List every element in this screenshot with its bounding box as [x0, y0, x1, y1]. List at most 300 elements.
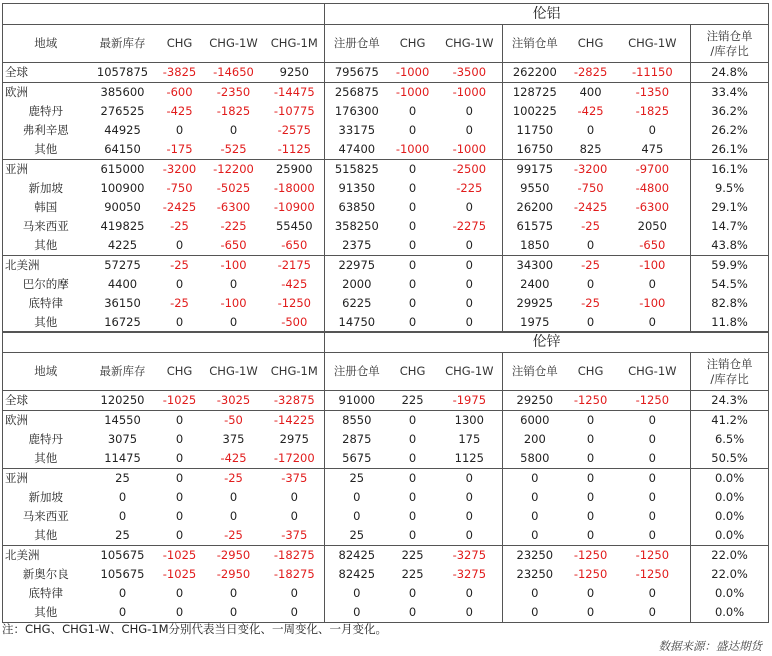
- aluminum-row: [3, 217, 769, 236]
- value-cell: 0: [648, 528, 656, 542]
- value-cell: -1125: [277, 142, 311, 156]
- value-cell: 0: [586, 277, 595, 291]
- value-cell: -225: [220, 219, 247, 233]
- value-cell: -25: [170, 219, 189, 233]
- value-cell: -1250: [573, 567, 608, 581]
- header-cancel-chg: CHG: [567, 353, 615, 391]
- value-cell: 44925: [104, 123, 141, 137]
- value-cell: 0: [648, 586, 656, 600]
- value-cell: -1250: [615, 546, 691, 566]
- value-cell: 2875: [325, 430, 389, 449]
- value-cell: 0: [465, 586, 473, 600]
- value-cell: 25900: [265, 160, 325, 180]
- value-cell: 795675: [325, 63, 389, 83]
- value-cell: -14650: [203, 63, 265, 83]
- zinc-row: [3, 507, 769, 526]
- value-cell: 0: [389, 603, 437, 623]
- value-cell: 23250: [503, 565, 567, 584]
- value-cell: 0: [157, 313, 203, 333]
- aluminum-row: [3, 63, 769, 83]
- value-cell: -10900: [273, 200, 315, 214]
- value-cell: 33175: [325, 121, 389, 140]
- region-name: 底特律: [3, 294, 89, 313]
- value-cell: 6225: [325, 294, 389, 313]
- value-cell: 25: [89, 469, 157, 489]
- value-cell: -25: [224, 528, 243, 542]
- value-cell: 11.8%: [691, 313, 769, 333]
- value-cell: 57275: [89, 256, 157, 276]
- value-cell: 0: [203, 603, 265, 623]
- value-cell: 475: [641, 142, 664, 156]
- value-cell: 0: [408, 490, 417, 504]
- value-cell: 0: [567, 411, 615, 431]
- value-cell: 0: [465, 490, 473, 504]
- value-cell: 0: [586, 432, 595, 446]
- region-name: 欧洲: [3, 83, 89, 103]
- value-cell: 90050: [104, 200, 141, 214]
- header-stock: 最新库存: [89, 353, 157, 391]
- value-cell: 0: [175, 528, 184, 542]
- value-cell: 0: [175, 451, 184, 465]
- region-name: 新加坡: [3, 179, 89, 198]
- value-cell: 9550: [503, 179, 567, 198]
- value-cell: 0: [615, 603, 691, 623]
- value-cell: 33.4%: [691, 83, 769, 103]
- zinc-row: [3, 603, 769, 623]
- region-name: 其他: [3, 449, 89, 469]
- value-cell: 6000: [503, 411, 567, 431]
- region-name: 鹿特丹: [3, 102, 89, 121]
- region-name: 其他: [3, 526, 89, 546]
- header-chg: CHG: [157, 353, 203, 391]
- value-cell: 16.1%: [691, 160, 769, 180]
- value-cell: 59.9%: [691, 256, 769, 276]
- value-cell: 0: [408, 200, 417, 214]
- value-cell: 14.7%: [691, 217, 769, 236]
- value-cell: 36150: [104, 296, 141, 310]
- value-cell: 25: [115, 528, 130, 542]
- value-cell: 0: [465, 123, 473, 137]
- value-cell: 0.0%: [691, 526, 769, 546]
- value-cell: 29250: [503, 391, 567, 411]
- value-cell: 0: [118, 490, 127, 504]
- value-cell: -10775: [273, 104, 315, 118]
- value-cell: 14750: [325, 313, 389, 333]
- region-name: 亚洲: [3, 469, 89, 489]
- value-cell: 5800: [503, 449, 567, 469]
- region-name: 亚洲: [3, 160, 89, 180]
- value-cell: -3200: [567, 160, 615, 180]
- value-cell: 0: [175, 509, 184, 523]
- value-cell: 14550: [89, 411, 157, 431]
- value-cell: 0: [465, 200, 473, 214]
- value-cell: 0: [648, 277, 656, 291]
- value-cell: 0: [503, 584, 567, 603]
- value-cell: -25: [567, 256, 615, 276]
- value-cell: -750: [577, 181, 604, 195]
- value-cell: 29925: [503, 294, 567, 313]
- value-cell: 120250: [89, 391, 157, 411]
- value-cell: -1250: [567, 546, 615, 566]
- value-cell: 47400: [325, 140, 389, 160]
- aluminum-row: [3, 256, 769, 276]
- region-name: 其他: [3, 313, 89, 333]
- value-cell: 385600: [89, 83, 157, 103]
- header-region: 地域: [3, 25, 89, 63]
- value-cell: 34300: [503, 256, 567, 276]
- value-cell: 0: [408, 277, 417, 291]
- value-cell: 54.5%: [691, 275, 769, 294]
- value-cell: -375: [265, 469, 325, 489]
- value-cell: -18275: [265, 546, 325, 566]
- value-cell: -525: [220, 142, 247, 156]
- value-cell: 0: [408, 432, 417, 446]
- value-cell: 0: [648, 451, 656, 465]
- value-cell: -2275: [452, 219, 487, 233]
- header-warrant-chg: CHG: [389, 353, 437, 391]
- value-cell: -425: [281, 277, 308, 291]
- value-cell: -2825: [567, 63, 615, 83]
- region-name: 欧洲: [3, 411, 89, 431]
- value-cell: 2050: [637, 219, 667, 233]
- value-cell: 26.1%: [691, 140, 769, 160]
- value-cell: -3275: [452, 567, 487, 581]
- value-cell: 175: [458, 432, 481, 446]
- value-cell: -650: [220, 238, 247, 252]
- value-cell: 9250: [265, 63, 325, 83]
- value-cell: 0: [408, 123, 417, 137]
- value-cell: -100: [639, 296, 666, 310]
- value-cell: -3275: [437, 546, 503, 566]
- zinc-row: [3, 565, 769, 584]
- value-cell: -25: [170, 296, 189, 310]
- value-cell: 358250: [325, 217, 389, 236]
- value-cell: 0: [408, 296, 417, 310]
- header-ratio-line1: 注销仓单: [706, 356, 753, 371]
- value-cell: -18000: [273, 181, 315, 195]
- region-name: 弗利辛恩: [3, 121, 89, 140]
- header-chg1m: CHG-1M: [265, 25, 325, 63]
- region-name: 北美洲: [3, 546, 89, 566]
- value-cell: 2400: [503, 275, 567, 294]
- value-cell: 0: [567, 469, 615, 489]
- value-cell: 24.8%: [691, 63, 769, 83]
- value-cell: 82.8%: [691, 294, 769, 313]
- value-cell: -2950: [203, 546, 265, 566]
- region-name: 底特律: [3, 584, 89, 603]
- region-name: 韩国: [3, 198, 89, 217]
- value-cell: 0: [567, 603, 615, 623]
- value-cell: 0.0%: [691, 469, 769, 489]
- value-cell: -2500: [437, 160, 503, 180]
- value-cell: 419825: [100, 219, 145, 233]
- value-cell: -50: [203, 411, 265, 431]
- zinc-row: [3, 411, 769, 431]
- value-cell: -100: [615, 256, 691, 276]
- value-cell: 0: [503, 526, 567, 546]
- value-cell: 0: [229, 490, 238, 504]
- value-cell: 375: [222, 432, 245, 446]
- value-cell: -9700: [615, 160, 691, 180]
- value-cell: 0: [615, 411, 691, 431]
- value-cell: -175: [166, 142, 193, 156]
- value-cell: -25: [581, 219, 600, 233]
- value-cell: -32875: [265, 391, 325, 411]
- value-cell: -1975: [437, 391, 503, 411]
- value-cell: -2950: [216, 567, 251, 581]
- region-name: 全球: [3, 391, 89, 411]
- value-cell: -3500: [437, 63, 503, 83]
- value-cell: 0: [648, 509, 656, 523]
- value-cell: 0: [567, 313, 615, 333]
- zinc-row: [3, 391, 769, 411]
- value-cell: 0: [465, 277, 473, 291]
- value-cell: 0: [229, 277, 238, 291]
- value-cell: 25: [325, 469, 389, 489]
- header-warrant: 注册仓单: [325, 353, 389, 391]
- value-cell: 29.1%: [691, 198, 769, 217]
- value-cell: 50.5%: [691, 449, 769, 469]
- aluminum-title: 伦铝: [325, 4, 769, 25]
- value-cell: 0: [157, 411, 203, 431]
- region-name: 巴尔的摩: [3, 275, 89, 294]
- aluminum-row: [3, 313, 769, 333]
- value-cell: -1000: [395, 142, 430, 156]
- value-cell: 128725: [503, 83, 567, 103]
- header-cancel-chg: CHG: [567, 25, 615, 63]
- value-cell: 515825: [325, 160, 389, 180]
- header-chg1w: CHG-1W: [203, 25, 265, 63]
- value-cell: 0: [648, 432, 656, 446]
- value-cell: -1250: [615, 391, 691, 411]
- value-cell: 0: [465, 528, 473, 542]
- value-cell: 0: [503, 603, 567, 623]
- value-cell: 105675: [89, 546, 157, 566]
- value-cell: 26.2%: [691, 121, 769, 140]
- value-cell: 1850: [503, 236, 567, 256]
- value-cell: 25: [325, 526, 389, 546]
- value-cell: 55450: [275, 219, 313, 233]
- header-cancel-chg1w: CHG-1W: [615, 25, 691, 63]
- zinc-table: [2, 331, 769, 623]
- value-cell: -1000: [389, 63, 437, 83]
- value-cell: -2425: [573, 200, 608, 214]
- value-cell: -12200: [203, 160, 265, 180]
- region-name: 新奥尔良: [3, 565, 89, 584]
- value-cell: 0: [389, 256, 437, 276]
- zinc-title-row: [3, 332, 769, 353]
- region-name: 其他: [3, 603, 89, 623]
- value-cell: -14225: [265, 411, 325, 431]
- value-cell: 43.8%: [691, 236, 769, 256]
- value-cell: 82425: [325, 565, 389, 584]
- value-cell: 0: [465, 104, 473, 118]
- value-cell: -1250: [635, 567, 670, 581]
- value-cell: 0: [503, 469, 567, 489]
- value-cell: 22975: [325, 256, 389, 276]
- header-ratio-line2: /库存比: [710, 43, 749, 58]
- value-cell: 105675: [100, 567, 145, 581]
- zinc-row: [3, 546, 769, 566]
- value-cell: -100: [220, 296, 247, 310]
- value-cell: -425: [220, 451, 247, 465]
- value-cell: 0: [325, 507, 389, 526]
- value-cell: 41.2%: [691, 411, 769, 431]
- region-name: 其他: [3, 140, 89, 160]
- header-ratio-line1: 注销仓单: [706, 28, 753, 43]
- value-cell: -1000: [452, 142, 487, 156]
- value-cell: 0: [175, 123, 184, 137]
- value-cell: -1025: [157, 391, 203, 411]
- value-cell: 26200: [503, 198, 567, 217]
- header-region: 地域: [3, 353, 89, 391]
- value-cell: 91000: [325, 391, 389, 411]
- value-cell: 0: [408, 238, 417, 252]
- value-cell: 99175: [503, 160, 567, 180]
- value-cell: 24.3%: [691, 391, 769, 411]
- region-name: 马来西亚: [3, 507, 89, 526]
- value-cell: 0: [408, 509, 417, 523]
- value-cell: 0: [389, 411, 437, 431]
- value-cell: -1250: [567, 391, 615, 411]
- value-cell: -1825: [216, 104, 251, 118]
- value-cell: -500: [265, 313, 325, 333]
- value-cell: 22.0%: [691, 565, 769, 584]
- aluminum-header-row: [3, 25, 769, 63]
- value-cell: 16750: [503, 140, 567, 160]
- value-cell: 0: [157, 469, 203, 489]
- value-cell: 0: [586, 238, 595, 252]
- value-cell: 0: [325, 603, 389, 623]
- value-cell: 225: [389, 546, 437, 566]
- region-name: 马来西亚: [3, 217, 89, 236]
- value-cell: -600: [157, 83, 203, 103]
- value-cell: 2000: [325, 275, 389, 294]
- value-cell: -1025: [162, 567, 197, 581]
- zinc-row: [3, 526, 769, 546]
- zinc-row: [3, 488, 769, 507]
- value-cell: 3075: [107, 432, 138, 446]
- value-cell: -2575: [277, 123, 311, 137]
- header-warrant-chg: CHG: [389, 25, 437, 63]
- region-name: 其他: [3, 236, 89, 256]
- zinc-row: [3, 469, 769, 489]
- value-cell: 4400: [107, 277, 138, 291]
- aluminum-table: [2, 3, 769, 333]
- value-cell: -3825: [157, 63, 203, 83]
- value-cell: 0: [290, 490, 298, 504]
- value-cell: 0: [586, 586, 595, 600]
- value-cell: 225: [389, 391, 437, 411]
- value-cell: 0: [586, 490, 595, 504]
- header-warrant-chg1w: CHG-1W: [437, 25, 503, 63]
- zinc-header-row: [3, 353, 769, 391]
- header-ratio-line2: /库存比: [710, 371, 749, 386]
- region-name: 鹿特丹: [3, 430, 89, 449]
- value-cell: 0: [229, 123, 238, 137]
- value-cell: 1125: [454, 451, 484, 465]
- value-cell: -3025: [203, 391, 265, 411]
- zinc-row: [3, 449, 769, 469]
- value-cell: 0: [437, 256, 503, 276]
- value-cell: 0: [175, 277, 184, 291]
- header-chg1w: CHG-1W: [203, 353, 265, 391]
- value-cell: 0: [586, 528, 595, 542]
- value-cell: -225: [456, 181, 483, 195]
- value-cell: 1300: [437, 411, 503, 431]
- value-cell: -3200: [157, 160, 203, 180]
- header-warrant-chg1w: CHG-1W: [437, 353, 503, 391]
- value-cell: -1350: [615, 83, 691, 103]
- value-cell: 256875: [325, 83, 389, 103]
- value-cell: 0: [503, 488, 567, 507]
- value-cell: 2375: [325, 236, 389, 256]
- value-cell: 176300: [325, 102, 389, 121]
- value-cell: -5025: [216, 181, 251, 195]
- value-cell: 11475: [104, 451, 141, 465]
- value-cell: -1825: [635, 104, 670, 118]
- value-cell: 64150: [104, 142, 141, 156]
- value-cell: 0.0%: [691, 584, 769, 603]
- value-cell: -6300: [216, 200, 251, 214]
- value-cell: 400: [567, 83, 615, 103]
- value-cell: 91350: [325, 179, 389, 198]
- value-cell: -11150: [615, 63, 691, 83]
- value-cell: 0: [175, 586, 184, 600]
- value-cell: 0: [465, 238, 473, 252]
- region-name: 北美洲: [3, 256, 89, 276]
- value-cell: -375: [281, 528, 308, 542]
- value-cell: 6.5%: [691, 430, 769, 449]
- header-cancel-chg1w: CHG-1W: [615, 353, 691, 391]
- value-cell: 36.2%: [691, 102, 769, 121]
- value-cell: 100225: [503, 102, 567, 121]
- value-cell: 0: [325, 584, 389, 603]
- value-cell: 100900: [100, 181, 145, 195]
- value-cell: -425: [577, 104, 604, 118]
- value-cell: 61575: [503, 217, 567, 236]
- value-cell: 1975: [503, 313, 567, 333]
- value-cell: -650: [281, 238, 308, 252]
- value-cell: 615000: [89, 160, 157, 180]
- value-cell: -18275: [273, 567, 315, 581]
- aluminum-row: [3, 294, 769, 313]
- value-cell: 82425: [325, 546, 389, 566]
- value-cell: 0: [503, 507, 567, 526]
- aluminum-row: [3, 179, 769, 198]
- value-cell: 0: [389, 313, 437, 333]
- header-ratio: [691, 25, 769, 63]
- value-cell: 0: [648, 490, 656, 504]
- value-cell: 0: [408, 586, 417, 600]
- value-cell: 0: [586, 123, 595, 137]
- region-name: 全球: [3, 63, 89, 83]
- aluminum-row: [3, 236, 769, 256]
- value-cell: -25: [203, 469, 265, 489]
- value-cell: -650: [639, 238, 666, 252]
- value-cell: 262200: [503, 63, 567, 83]
- value-cell: -1025: [157, 546, 203, 566]
- value-cell: 0: [203, 313, 265, 333]
- value-cell: 9.5%: [691, 179, 769, 198]
- region-name: 新加坡: [3, 488, 89, 507]
- value-cell: 0: [615, 313, 691, 333]
- aluminum-row: [3, 198, 769, 217]
- value-cell: 0: [229, 586, 238, 600]
- value-cell: 0: [118, 509, 127, 523]
- value-cell: 0: [325, 488, 389, 507]
- value-cell: 0.0%: [691, 507, 769, 526]
